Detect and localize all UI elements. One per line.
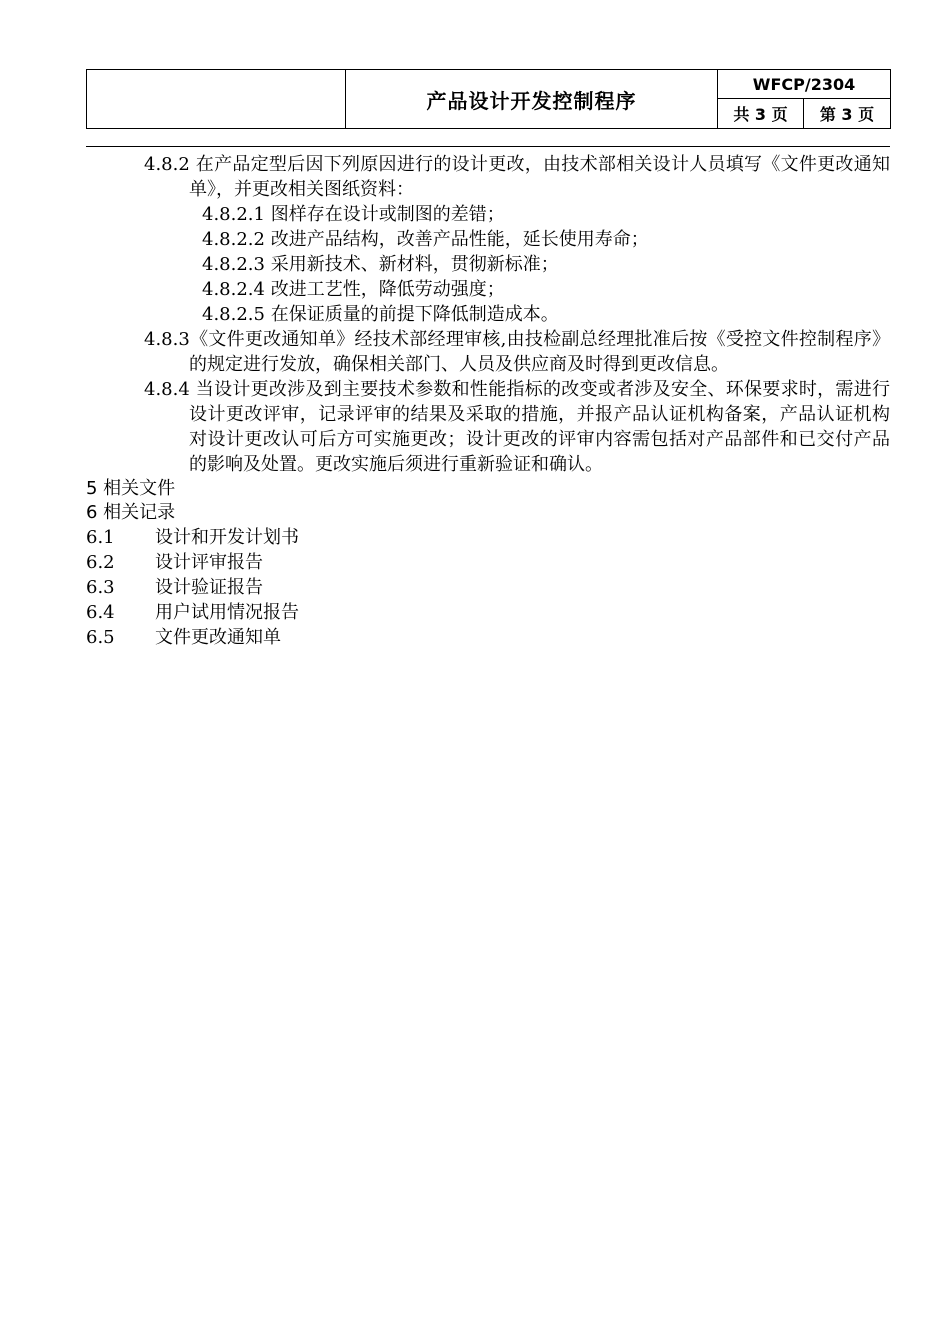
- document-body: [86, 152, 890, 650]
- document-header-table: [86, 69, 891, 129]
- record-number: 6.1: [86, 527, 115, 548]
- document-title: 产品设计开发控制程序: [346, 70, 718, 129]
- clause-4-8-2-3: 4.8.2.3 采用新技术、新材料，贯彻新标准；: [202, 254, 559, 275]
- header-blank-cell: [87, 70, 346, 129]
- records-list: [86, 525, 890, 650]
- section-5-heading: 5 相关文件: [86, 478, 176, 499]
- document-code: WFCP/2304: [718, 70, 891, 99]
- total-pages: 共 3 页: [718, 99, 804, 129]
- record-title: 设计评审报告: [155, 552, 263, 573]
- record-title: 设计和开发计划书: [155, 527, 299, 548]
- clause-4-8-3: 4.8.3《文件更改通知单》经技术部经理审核,由技检副总经理批准后按《受控文件控制程序》的规定进行发放，确保相关部门、人员及供应商及时得到更改信息。: [144, 329, 890, 375]
- clause-4-8-2-4: 4.8.2.4 改进工艺性，降低劳动强度；: [202, 279, 505, 300]
- clause-4-8-2-1: 4.8.2.1 图样存在设计或制图的差错；: [202, 204, 505, 225]
- record-number: 6.4: [86, 602, 115, 623]
- section-6-heading: 6 相关记录: [86, 502, 176, 523]
- list-item: [86, 575, 890, 600]
- clause-4-8-2: 4.8.2 在产品定型后因下列原因进行的设计更改，由技术部相关设计人员填写《文件更改通知单》，并更改相关图纸资料：: [144, 154, 890, 200]
- clause-4-8-2-5: 4.8.2.5 在保证质量的前提下降低制造成本。: [202, 304, 559, 325]
- record-number: 6.2: [86, 552, 115, 573]
- record-number: 6.3: [86, 577, 115, 598]
- current-page: 第 3 页: [804, 99, 891, 129]
- record-title: 文件更改通知单: [155, 627, 281, 648]
- list-item: [86, 600, 890, 625]
- list-item: [86, 625, 890, 650]
- clause-4-8-2-2: 4.8.2.2 改进产品结构，改善产品性能，延长使用寿命；: [202, 229, 649, 250]
- record-title: 设计验证报告: [155, 577, 263, 598]
- record-number: 6.5: [86, 627, 115, 648]
- list-item: [86, 525, 890, 550]
- list-item: [86, 550, 890, 575]
- record-title: 用户试用情况报告: [155, 602, 299, 623]
- clause-4-8-4: 4.8.4 当设计更改涉及到主要技术参数和性能指标的改变或者涉及安全、环保要求时，需进行设计更改评审，记录评审的结果及采取的措施，并报产品认证机构备案，产品认证机构对设计更改认可后方可实施更改；设计更改的评审内容需包括对产品部件和已交付产品的影响及处置。更改实施后须进行重新验证和确认。: [144, 379, 890, 475]
- header-divider: [86, 146, 890, 147]
